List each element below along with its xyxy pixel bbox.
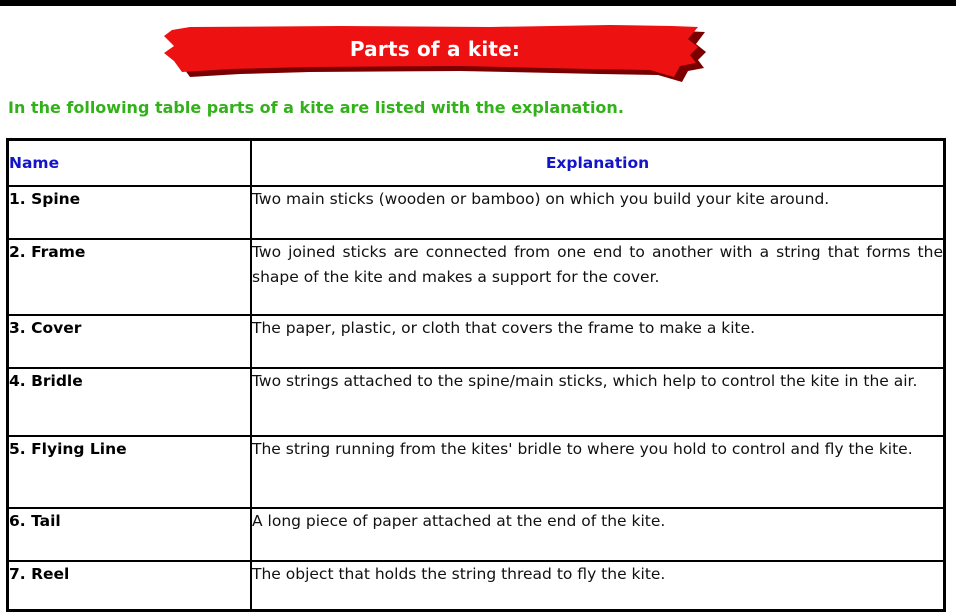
part-explanation: The string running from the kites' bridle to where you hold to control and fly the kite.	[251, 436, 945, 508]
table-row	[8, 186, 945, 239]
part-name: 7. Reel	[8, 561, 252, 610]
part-explanation: The paper, plastic, or cloth that covers the frame to make a kite.	[251, 315, 945, 368]
table-row	[8, 508, 945, 561]
table-row	[8, 561, 945, 610]
part-explanation: A long piece of paper attached at the end of the kite.	[251, 508, 945, 561]
part-name: 6. Tail	[8, 508, 252, 561]
part-explanation: Two joined sticks are connected from one end to another with a string that forms the shape of the kite and makes a support for the cover.	[251, 239, 945, 315]
title-banner	[160, 24, 710, 86]
top-divider	[0, 0, 956, 6]
banner-title: Parts of a kite:	[349, 37, 521, 61]
part-explanation: Two main sticks (wooden or bamboo) on which you build your kite around.	[251, 186, 945, 239]
part-explanation: Two strings attached to the spine/main sticks, which help to control the kite in the air.	[251, 368, 945, 436]
table-row	[8, 239, 945, 315]
header-name: Name	[8, 140, 252, 187]
part-name: 5. Flying Line	[8, 436, 252, 508]
header-explanation: Explanation	[251, 140, 945, 187]
table-row	[8, 315, 945, 368]
kite-parts-table	[6, 138, 946, 612]
part-explanation: The object that holds the string thread to fly the kite.	[251, 561, 945, 610]
intro-text: In the following table parts of a kite are listed with the explanation.	[8, 98, 624, 117]
part-name: 4. Bridle	[8, 368, 252, 436]
table-row	[8, 368, 945, 436]
part-name: 1. Spine	[8, 186, 252, 239]
part-name: 2. Frame	[8, 239, 252, 315]
table-header-row	[8, 140, 945, 187]
table-row	[8, 436, 945, 508]
part-name: 3. Cover	[8, 315, 252, 368]
